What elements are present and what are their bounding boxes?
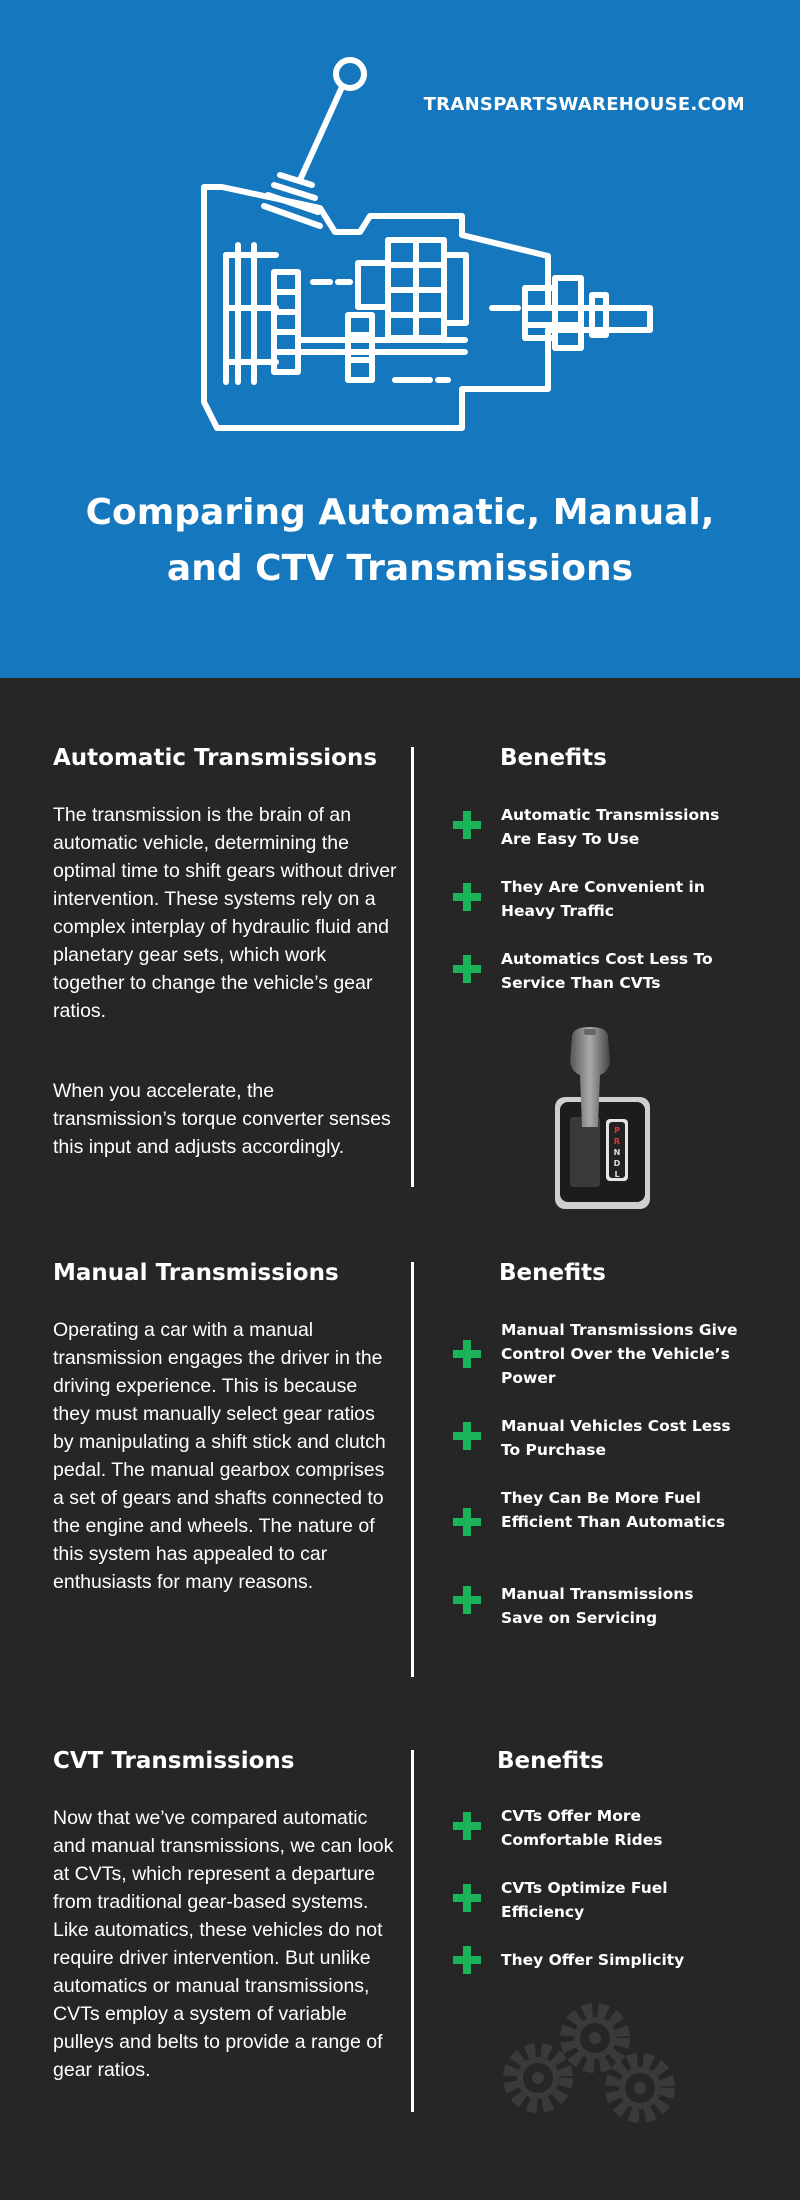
section-title: Manual Transmissions (53, 1260, 339, 1286)
benefit-text: Manual Vehicles Cost Less To Purchase (501, 1417, 731, 1459)
section-paragraph: When you accelerate, the transmission’s torque converter senses this input and adjusts accordingly. (53, 1080, 391, 1158)
benefit-text: Automatics Cost Less To Service Than CVTs (501, 950, 713, 992)
plus-icon (453, 1884, 481, 1912)
benefit-text: CVTs Offer More Comfortable Rides (501, 1807, 663, 1849)
divider (411, 747, 414, 1187)
benefits-title: Benefits (500, 745, 607, 771)
benefit-item (453, 947, 753, 1007)
benefit-item (453, 1486, 753, 1546)
benefit-item (453, 1876, 753, 1936)
site-url[interactable]: TRANSPARTSWAREHOUSE.COM (423, 94, 745, 115)
section-automatic (0, 745, 800, 1220)
benefit-text: CVTs Optimize Fuel Efficiency (501, 1879, 668, 1921)
plus-icon (453, 1422, 481, 1450)
section-manual (0, 1260, 800, 1680)
benefits-title: Benefits (499, 1260, 606, 1286)
section-paragraph: Operating a car with a manual transmission engages the driver in the driving experience. This is because they must manually select gear ratios by manipulating a shift stick and clutch pedal. The manual gearbox comprises a set of gears and shafts connected to the engine and wheels. The nature of this system has appealed to car enthusiasts for many reasons. (53, 1319, 386, 1593)
benefit-item (453, 1414, 753, 1474)
shifter-label-d: D (613, 1159, 621, 1168)
automatic-gear-shifter-icon (550, 1027, 655, 1212)
plus-icon (453, 1340, 481, 1368)
benefit-item (453, 803, 753, 863)
page-title (0, 485, 800, 597)
benefit-item (453, 1804, 753, 1864)
benefit-item (453, 1318, 753, 1387)
benefit-text: Manual Transmissions Save on Servicing (501, 1585, 694, 1627)
page-title-line-2: and CTV Transmissions (166, 548, 634, 589)
benefit-text: They Offer Simplicity (501, 1951, 685, 1969)
plus-icon (453, 955, 481, 983)
section-paragraph: Now that we’ve compared automatic and manual transmissions, we can look at CVTs, which represent a departure from traditional gear-based systems. Like automatics, these vehicles do not require driver intervention. But unlike automatics or manual transmissions, CVTs employ a system of variable pulleys and belts to provide a range of gear ratios. (53, 1807, 394, 2081)
section-title: CVT Transmissions (53, 1748, 295, 1774)
benefits-title: Benefits (497, 1748, 604, 1774)
plus-icon (453, 1586, 481, 1614)
shifter-label-p: P (614, 1126, 620, 1135)
section-title: Automatic Transmissions (53, 745, 378, 771)
benefit-text: Manual Transmissions Give Control Over the Vehicle’s Power (501, 1321, 738, 1387)
plus-icon (453, 1508, 481, 1536)
plus-icon (453, 1946, 481, 1974)
shifter-label-n: N (613, 1148, 621, 1157)
benefit-item (453, 875, 753, 935)
plus-icon (453, 883, 481, 911)
divider (411, 1750, 414, 2112)
header-banner (0, 0, 800, 678)
shifter-label-r: R (613, 1137, 621, 1146)
benefit-text: Automatic Transmissions Are Easy To Use (501, 806, 720, 848)
section-cvt (0, 1748, 800, 2168)
divider (411, 1262, 414, 1677)
plus-icon (453, 811, 481, 839)
section-paragraph: The transmission is the brain of an automatic vehicle, determining the optimal time to shift gears without driver intervention. These systems rely on a complex interplay of hydraulic fluid and planetary gear sets, which work together to change the vehicle’s gear ratios. (53, 804, 397, 1022)
shifter-label-l: L (614, 1170, 620, 1179)
gears-icon (495, 1993, 685, 2128)
page-title-line-1: Comparing Automatic, Manual, (85, 492, 715, 533)
benefit-item (453, 1582, 753, 1642)
plus-icon (453, 1812, 481, 1840)
benefit-text: They Can Be More Fuel Efficient Than Automatics (501, 1489, 726, 1531)
benefit-text: They Are Convenient in Heavy Traffic (501, 878, 705, 920)
transmission-gearbox-icon (180, 50, 670, 450)
